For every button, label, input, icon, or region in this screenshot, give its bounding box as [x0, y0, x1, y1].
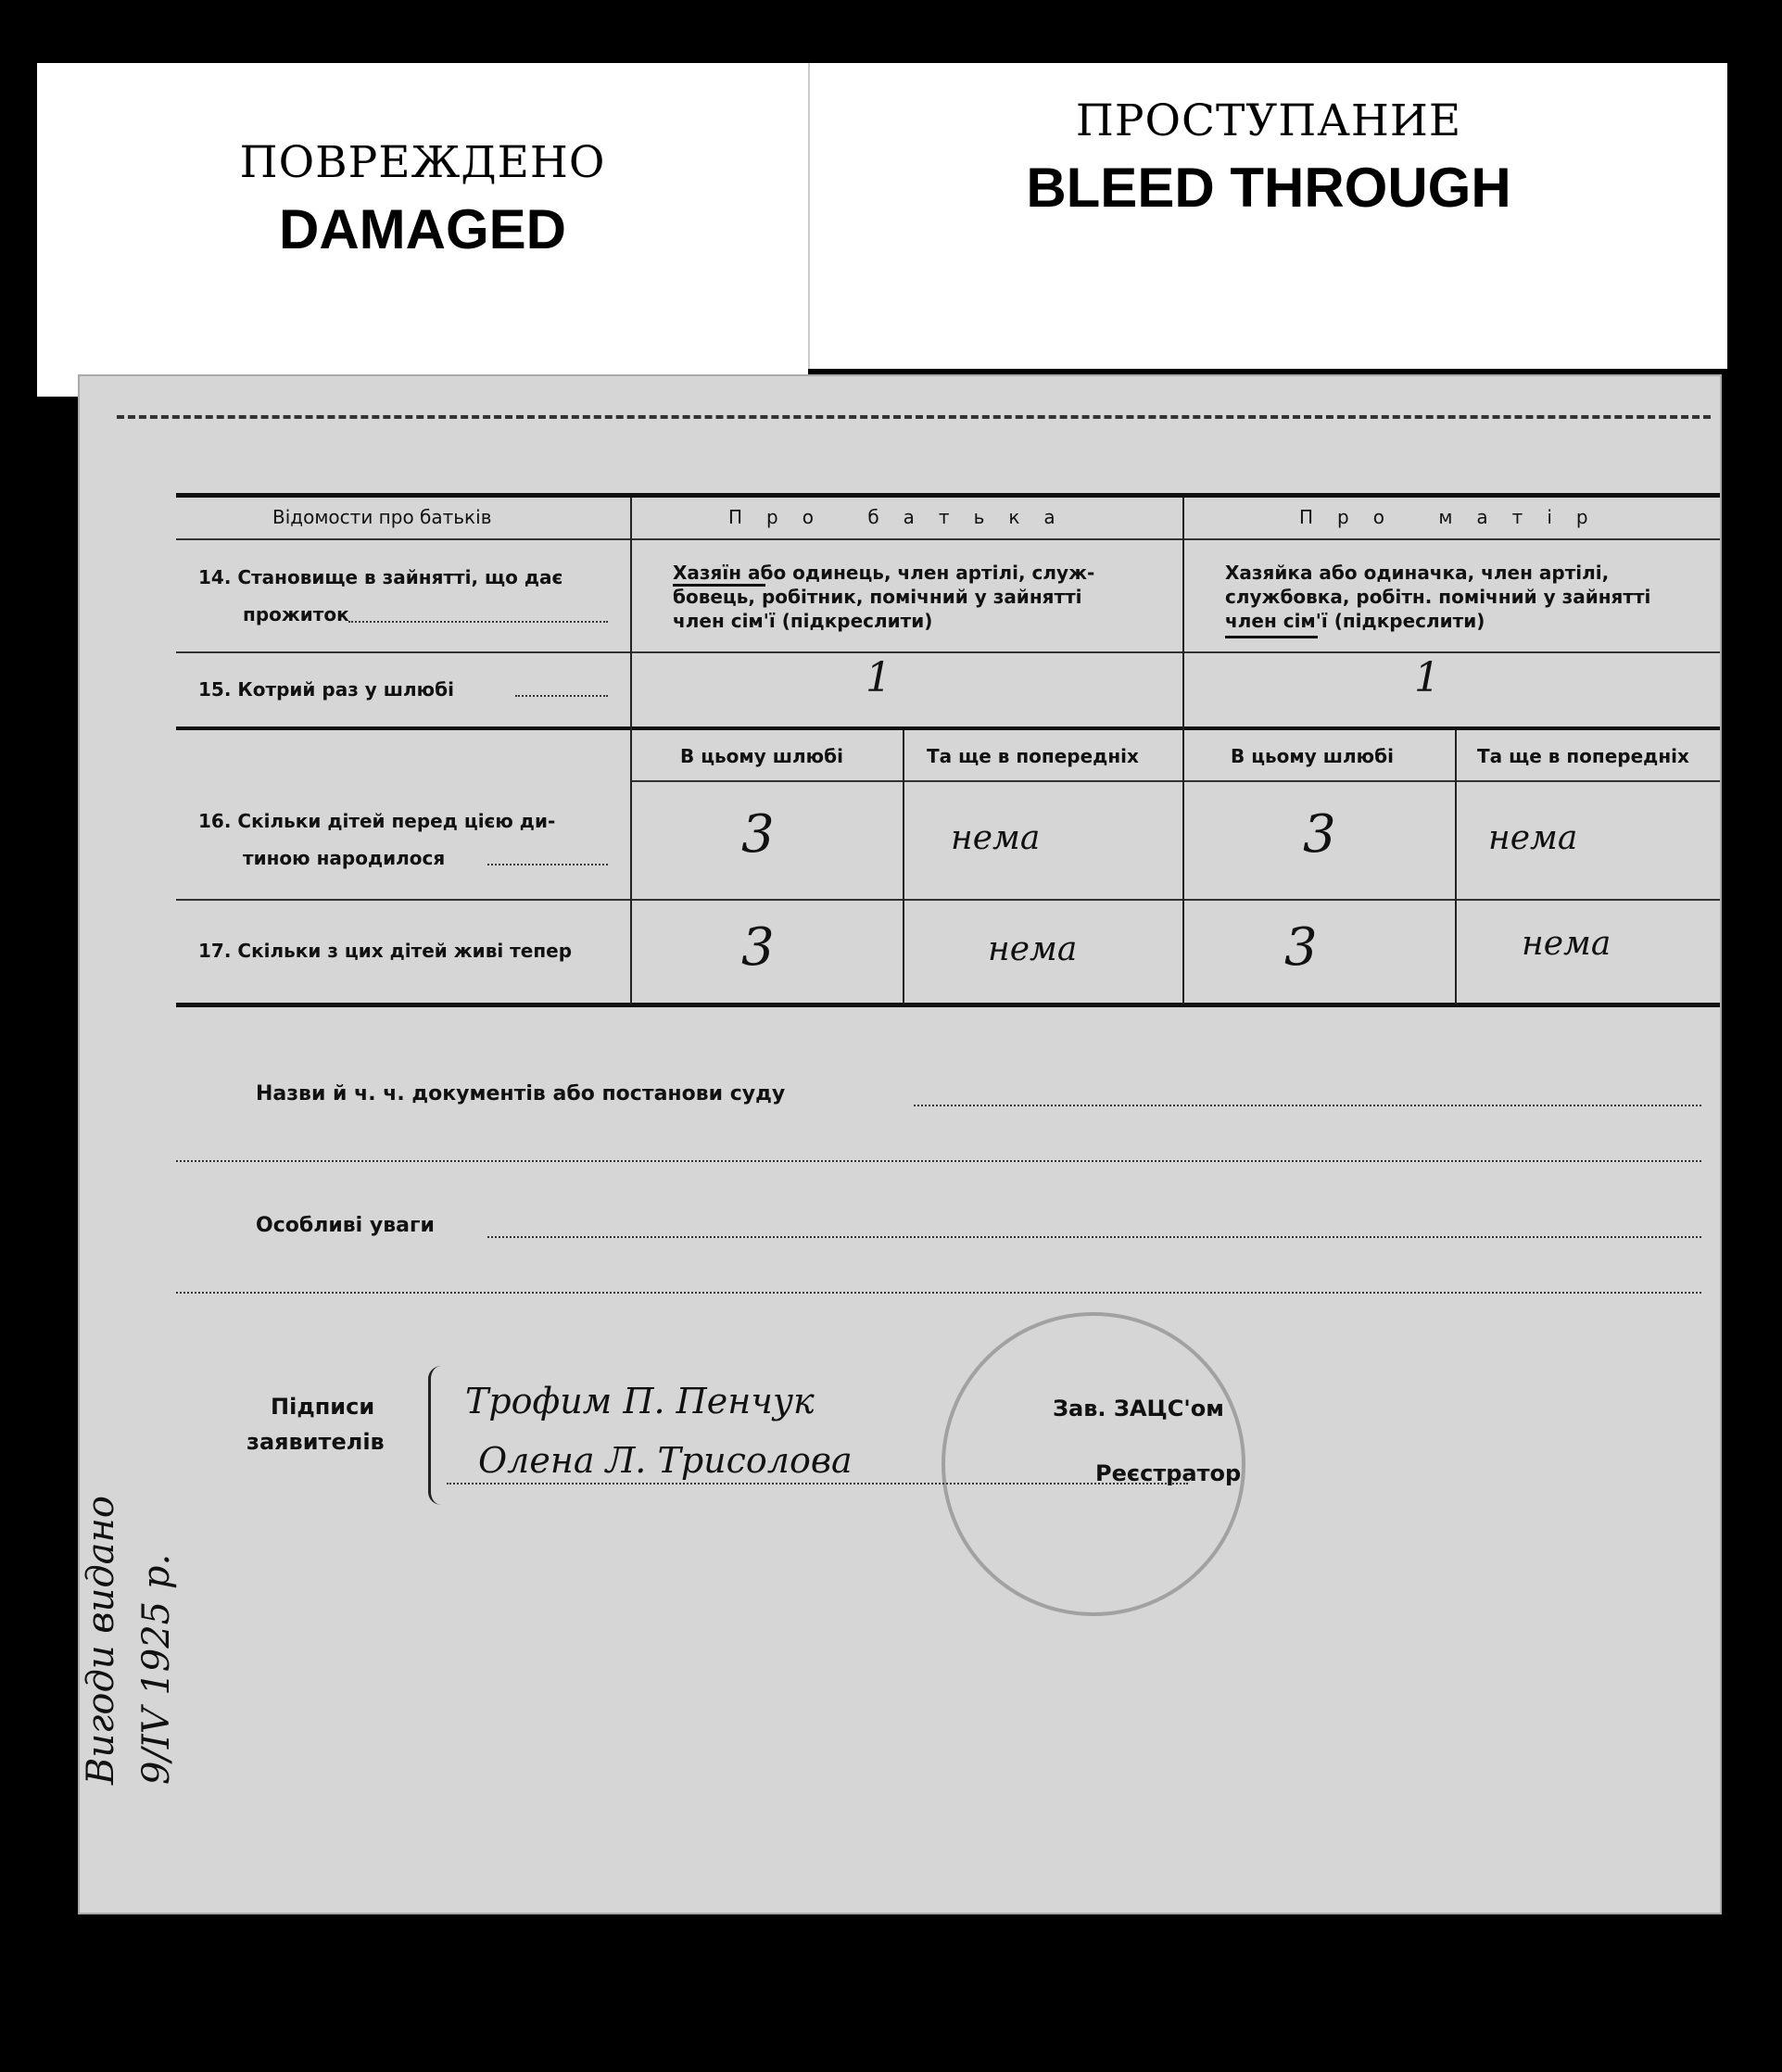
row16-mother-previous-value: нема	[1488, 819, 1578, 857]
row15-father-value: 1	[866, 654, 891, 701]
table-bottom-rule	[176, 1003, 1720, 1007]
subheader-mother-this-marriage: В цьому шлюбі	[1231, 745, 1394, 767]
row16-divider	[176, 899, 1720, 901]
subheader-father-previous: Та ще в попередніх	[927, 745, 1139, 767]
header-divider	[176, 538, 1720, 540]
row14-divider	[176, 651, 1720, 653]
row14-mother-option-2: службовка, робітн. помічний у зайнятті	[1225, 586, 1651, 608]
row16-father-this-value: 3	[741, 804, 775, 865]
row16-label-line1: 16. Скільки дітей перед цією ди-	[198, 810, 556, 832]
signature-line	[447, 1483, 1188, 1485]
row14-label-line1: 14. Становище в зайнятті, що дає	[198, 566, 563, 588]
header-about-mother: Про матір	[1299, 506, 1612, 528]
mother-underline-mark	[1225, 636, 1318, 638]
row15-mother-value: 1	[1414, 654, 1440, 701]
document-sheet	[78, 374, 1722, 1914]
header-parents-info: Відомости про батьків	[272, 506, 492, 528]
signatures-label-line2: заявителів	[246, 1429, 385, 1455]
bleed-through-label-ru: ПРОСТУПАНИЕ	[1075, 95, 1462, 146]
col-divider-mother-sub	[1455, 730, 1457, 1004]
table-top-rule	[176, 493, 1720, 498]
row15-label: 15. Котрий раз у шлюбі	[198, 678, 454, 701]
row16-father-previous-value: нема	[951, 819, 1041, 857]
bleed-through-label-en: BLEED THROUGH	[1026, 157, 1511, 219]
margin-note-line1: Вигоди видано	[80, 1496, 122, 1785]
signature-mother: Олена Л. Трисолова	[478, 1440, 853, 1481]
head-of-registry-label: Зав. ЗАЦС'ом	[1053, 1396, 1224, 1421]
remarks-label: Особливі уваги	[256, 1214, 435, 1237]
registrar-label: Реєстратор	[1095, 1460, 1242, 1486]
row14-father-option-3: член сім'ї (підкреслити)	[673, 610, 933, 632]
subheader-divider	[630, 780, 1720, 782]
row15-leader	[515, 695, 608, 697]
row17-mother-this-value: 3	[1284, 917, 1318, 978]
row14-father-option-1: Хазяїн або одинець, член артілі, служ-	[673, 562, 1095, 584]
remarks-line-2	[176, 1292, 1701, 1294]
row16-mother-this-value: 3	[1303, 804, 1336, 865]
damaged-label-ru: ПОВРЕЖДЕНО	[239, 137, 606, 188]
signature-father: Трофим П. Пенчук	[465, 1381, 815, 1421]
remarks-line-1	[487, 1236, 1701, 1238]
row14-mother-option-1: Хазяйка або одиначка, член артілі,	[1225, 562, 1610, 584]
row14-leader	[348, 621, 608, 623]
header-about-father: Про батька	[728, 506, 1080, 528]
col-divider-parents	[1182, 498, 1184, 1004]
damaged-label-card	[37, 63, 808, 397]
row17-father-this-value: 3	[741, 917, 775, 978]
father-underline-mark	[673, 584, 765, 587]
margin-note-line2: 9/IV 1925 р.	[135, 1553, 178, 1785]
row17-label: 17. Скільки з цих дітей живі тепер	[198, 940, 573, 962]
documents-label: Назви й ч. ч. документів або постанови суду	[256, 1082, 786, 1105]
bleed-through-label-card	[808, 63, 1727, 369]
row15-divider	[176, 726, 1720, 730]
row17-father-previous-value: нема	[988, 930, 1078, 968]
documents-line-2	[176, 1160, 1701, 1162]
row14-mother-option-3: член сім'ї (підкреслити)	[1225, 610, 1485, 632]
col-divider-label	[630, 498, 632, 1004]
damaged-label-en: DAMAGED	[279, 198, 566, 260]
row17-mother-previous-value: нема	[1522, 925, 1611, 963]
subheader-mother-previous: Та ще в попередніх	[1477, 745, 1689, 767]
row16-leader	[487, 864, 608, 865]
col-divider-father-sub	[903, 730, 904, 1004]
documents-line-1	[914, 1105, 1701, 1106]
row16-label-line2: тиною народилося	[243, 847, 446, 869]
signatures-label-line1: Підписи	[271, 1394, 375, 1420]
row14-father-option-2: бовець, робітник, помічний у зайнятті	[673, 586, 1082, 608]
subheader-father-this-marriage: В цьому шлюбі	[680, 745, 843, 767]
perforation-line	[117, 415, 1711, 419]
row14-label-line2: прожиток	[243, 603, 349, 625]
